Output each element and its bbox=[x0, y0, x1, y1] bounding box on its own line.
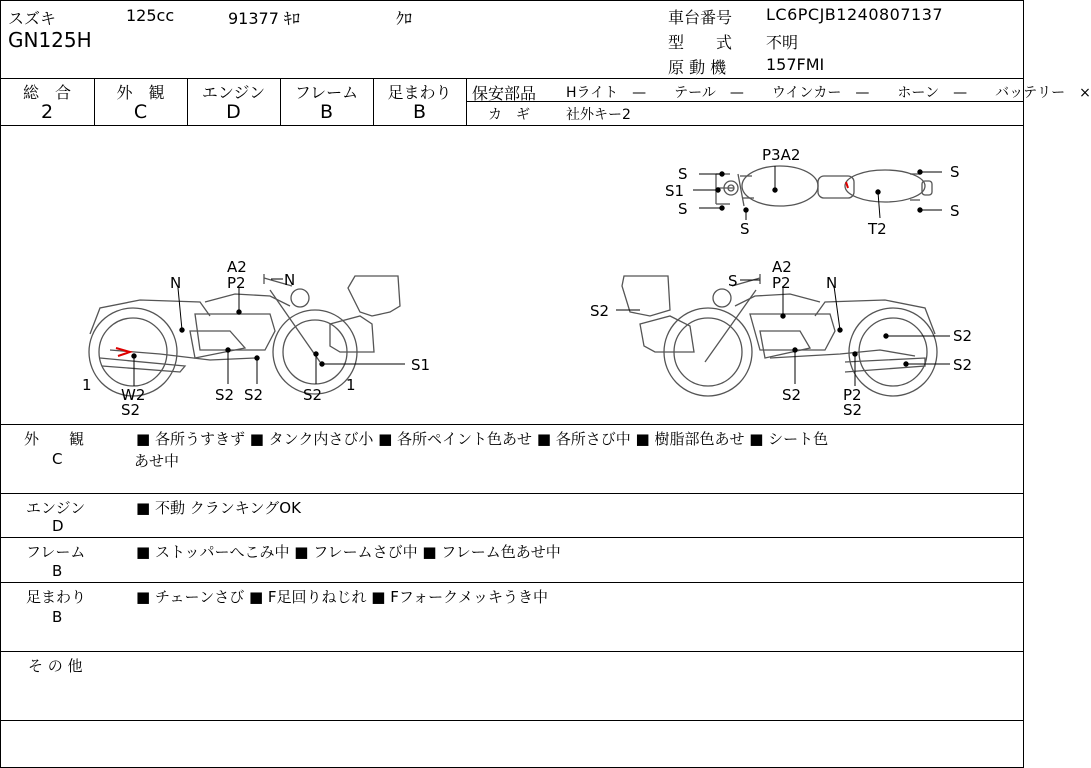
damage-diagram bbox=[0, 126, 1024, 424]
remark-exterior-label: 外 観 bbox=[24, 430, 85, 448]
color: ｸﾛ bbox=[396, 9, 413, 28]
divider bbox=[0, 720, 1024, 721]
label-p2: P2 bbox=[772, 274, 791, 292]
label-s: S bbox=[740, 220, 750, 238]
engine-grade: D bbox=[226, 101, 241, 123]
label-s2: S2 bbox=[121, 401, 141, 419]
frame-no: LC6PCJB1240807137 bbox=[766, 5, 944, 24]
key-value: 社外キー2 bbox=[566, 107, 631, 123]
remark-exterior-text: ■ 各所うすきず ■ タンク内さび小 ■ 各所ペイント色あせ ■ 各所さび中 ■ 樹脂部色あせ ■ シート色 bbox=[136, 430, 829, 448]
remark-frame-text: ■ ストッパーへこみ中 ■ フレームさび中 ■ フレーム色あせ中 bbox=[136, 543, 561, 561]
label-n: N bbox=[284, 271, 296, 289]
remark-other-label: そ の 他 bbox=[28, 657, 83, 675]
remark-engine-grade: D bbox=[52, 517, 64, 535]
type-value: 不明 bbox=[766, 33, 799, 52]
top-view-bike bbox=[716, 166, 932, 206]
maker: スズキ bbox=[8, 9, 57, 28]
exterior-grade: C bbox=[133, 101, 148, 123]
divider bbox=[466, 78, 467, 125]
overall-grade: 2 bbox=[40, 101, 54, 123]
suspension-label: 足まわり bbox=[387, 83, 452, 102]
frame-grade-label: フレーム bbox=[294, 83, 359, 102]
label-one: 1 bbox=[346, 376, 356, 394]
label-s2: S2 bbox=[244, 386, 264, 404]
divider bbox=[0, 582, 1024, 583]
damage-mark-red bbox=[846, 182, 848, 188]
label-p2: P2 bbox=[227, 274, 246, 292]
safety-items: Hライト — テール — ウインカー — ホーン — バッテリー × bbox=[566, 85, 1091, 101]
divider bbox=[0, 651, 1024, 652]
label-s1: S1 bbox=[411, 356, 431, 374]
label-s: S bbox=[950, 163, 960, 181]
key-label: カ ギ bbox=[488, 107, 530, 123]
frame-no-label: 車台番号 bbox=[668, 8, 733, 27]
label-s: S bbox=[950, 202, 960, 220]
remark-engine-text: ■ 不動 クランキングOK bbox=[136, 499, 301, 517]
divider bbox=[0, 424, 1024, 425]
safety-label: 保安部品 bbox=[472, 84, 537, 103]
remark-frame-grade: B bbox=[52, 562, 63, 580]
label-s2: S2 bbox=[953, 356, 973, 374]
remark-exterior-grade: C bbox=[52, 450, 63, 468]
label-s2: S2 bbox=[215, 386, 235, 404]
divider bbox=[0, 537, 1024, 538]
frame-grade: B bbox=[319, 101, 334, 123]
exterior-label: 外 観 bbox=[116, 83, 165, 102]
label-s: S bbox=[678, 165, 688, 183]
right-side-bike bbox=[622, 274, 937, 396]
displacement: 125cc bbox=[126, 6, 175, 25]
model-name: GN125H bbox=[8, 28, 92, 52]
type-label: 型 式 bbox=[668, 33, 733, 52]
damage-mark-red bbox=[116, 348, 130, 356]
engine-grade-label: エンジン bbox=[201, 83, 266, 102]
label-a2: A2 bbox=[772, 258, 792, 276]
label-s2: S2 bbox=[843, 401, 863, 419]
label-s2: S2 bbox=[590, 302, 610, 320]
engine-label: 原 動 機 bbox=[668, 58, 727, 77]
engine-value: 157FMI bbox=[766, 55, 825, 74]
label-p3a2: P3A2 bbox=[762, 146, 801, 164]
label-one: 1 bbox=[82, 376, 92, 394]
divider bbox=[0, 493, 1024, 494]
label-t2: T2 bbox=[868, 220, 887, 238]
label-s: S bbox=[728, 272, 738, 290]
remark-suspension-text: ■ チェーンさび ■ F足回りねじれ ■ Fフォークメッキうき中 bbox=[136, 588, 548, 606]
label-s2: S2 bbox=[303, 386, 323, 404]
label-w2: W2 bbox=[121, 386, 146, 404]
label-a2: A2 bbox=[227, 258, 247, 276]
remark-frame-label: フレーム bbox=[26, 543, 86, 561]
divider bbox=[0, 78, 1024, 79]
label-n: N bbox=[170, 274, 182, 292]
label-s: S bbox=[678, 200, 688, 218]
remark-suspension-grade: B bbox=[52, 608, 63, 626]
label-s2: S2 bbox=[782, 386, 802, 404]
remark-engine-label: エンジン bbox=[26, 499, 86, 517]
suspension-grade: B bbox=[412, 101, 427, 123]
label-p2: P2 bbox=[843, 386, 862, 404]
label-n: N bbox=[826, 274, 838, 292]
remark-exterior-text-cont: あせ中 bbox=[134, 452, 180, 470]
label-s1: S1 bbox=[665, 182, 685, 200]
overall-label: 総 合 bbox=[22, 83, 71, 102]
remark-suspension-label: 足まわり bbox=[26, 588, 87, 606]
mileage: 91377 ｷﾛ bbox=[228, 9, 300, 28]
label-s2: S2 bbox=[953, 327, 973, 345]
